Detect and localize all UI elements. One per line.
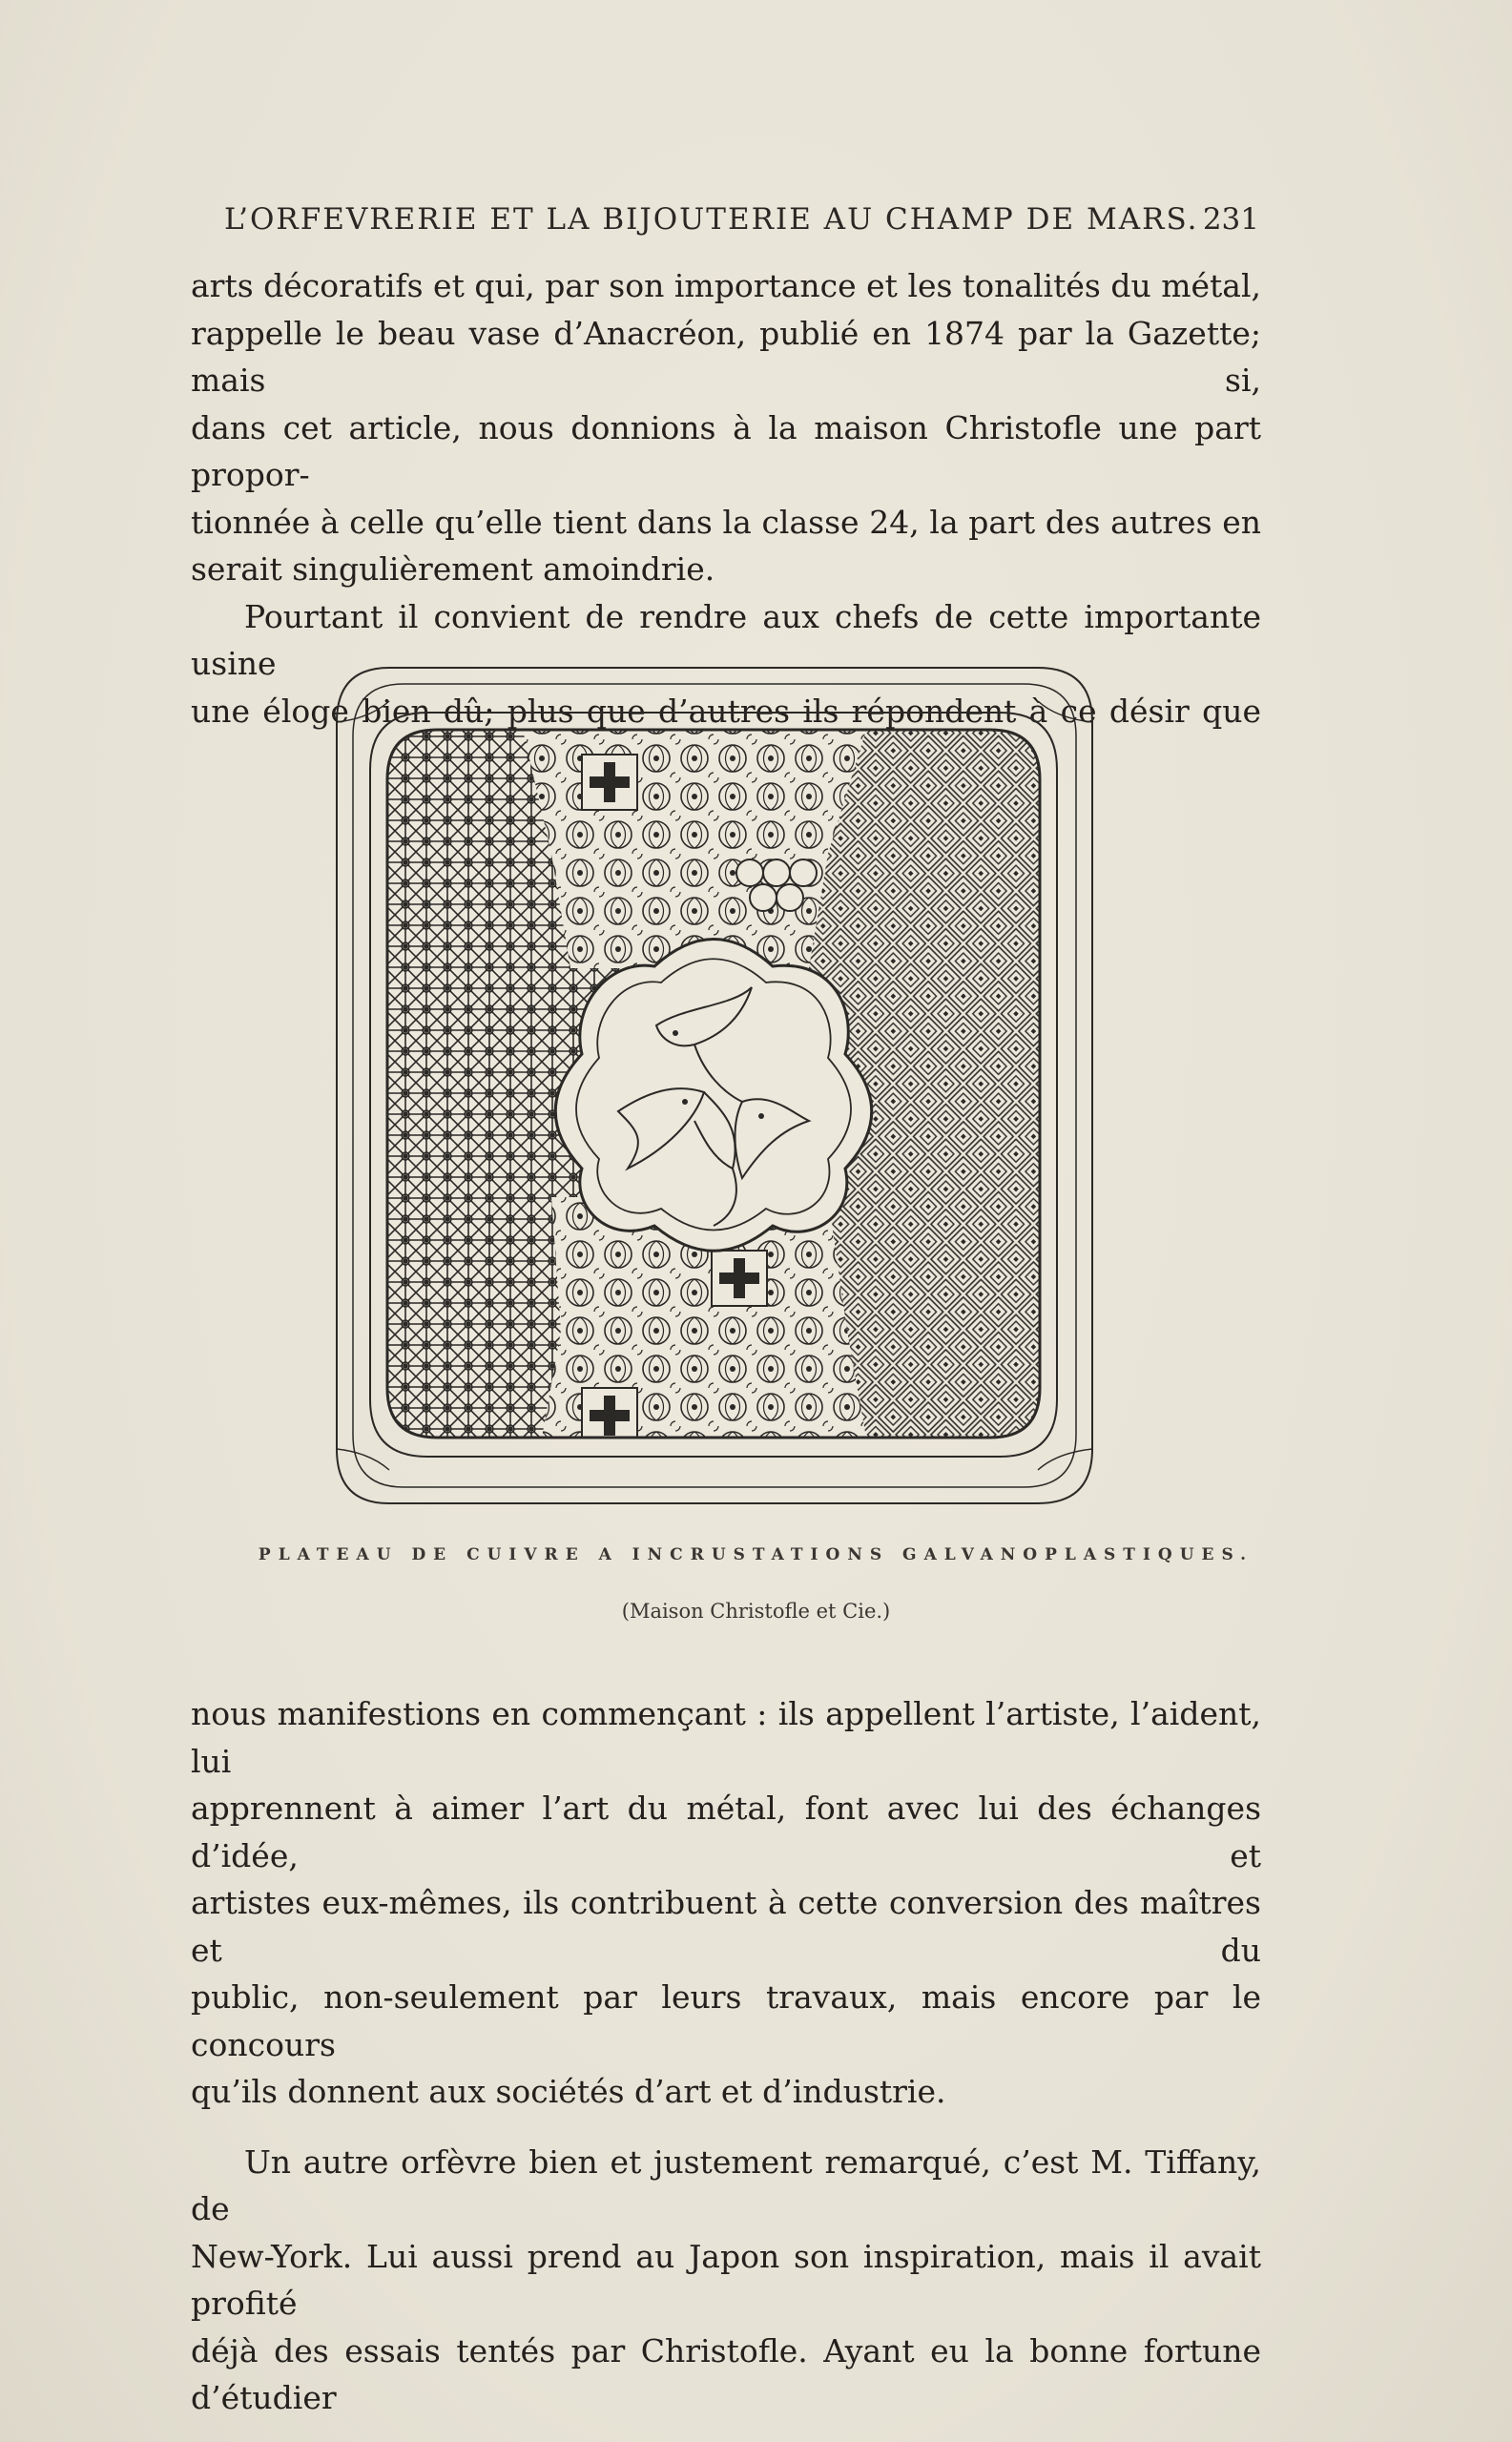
text-line: Un autre orfèvre bien et justement remarqué, c’est M. Tiffany, de xyxy=(191,2142,1261,2227)
text-line: qu’ils donnent aux sociétés d’art et d’industrie. xyxy=(191,2073,946,2110)
page-number: 231 xyxy=(1202,202,1259,237)
tray-illustration xyxy=(332,663,1097,1508)
text-line: public, non-seulement par leurs travaux, mais encore par le concours xyxy=(191,1978,1261,2063)
text-line: artistes eux-mêmes, ils contribuent à cette conversion des maîtres et du xyxy=(191,1884,1261,1969)
paragraph xyxy=(191,1690,1261,2116)
text-line: serait singulièrement amoindrie. xyxy=(191,550,715,588)
paragraph xyxy=(191,2139,1261,2422)
text-line: déjà des essais tentés par Christofle. Ayant eu la bonne fortune d’étudier xyxy=(191,2331,1261,2416)
text-line: nous manifestions en commençant : ils appellent l’artiste, l’aident, lui xyxy=(191,1695,1261,1780)
text-line: une éloge bien dû; plus que d’autres ils répondent à ce désir que xyxy=(191,692,1261,730)
paragraph xyxy=(191,262,1261,593)
text-line: Pourtant il convient de rendre aux chefs de cette importante usine xyxy=(191,597,1261,682)
text-line: rappelle le beau vase d’Anacréon, publié en 1874 par la Gazette; mais si, xyxy=(191,314,1261,399)
text-line: tionnée à celle qu’elle tient dans la classe 24, la part des autres en xyxy=(191,503,1261,541)
running-title: L’ORFEVRERIE ET LA BIJOUTERIE AU CHAMP DE MARS. xyxy=(224,202,1199,237)
figure-caption: PLATEAU DE CUIVRE A INCRUSTATIONS GALVANOPLASTIQUES. xyxy=(258,1545,1254,1564)
text-line: New-York. Lui aussi prend au Japon son inspiration, mais il avait profité xyxy=(191,2237,1261,2322)
text-line: apprennent à aimer l’art du métal, font avec lui des échanges d’idée, et xyxy=(191,1790,1261,1874)
text-line: dans cet article, nous donnions à la maison Christofle une part propor- xyxy=(191,408,1261,493)
figure-credit: (Maison Christofle et Cie.) xyxy=(621,1600,891,1623)
text-block-bottom xyxy=(191,1690,1261,2422)
text-line: arts décoratifs et qui, par son importance et les tonalités du métal, xyxy=(191,267,1261,304)
